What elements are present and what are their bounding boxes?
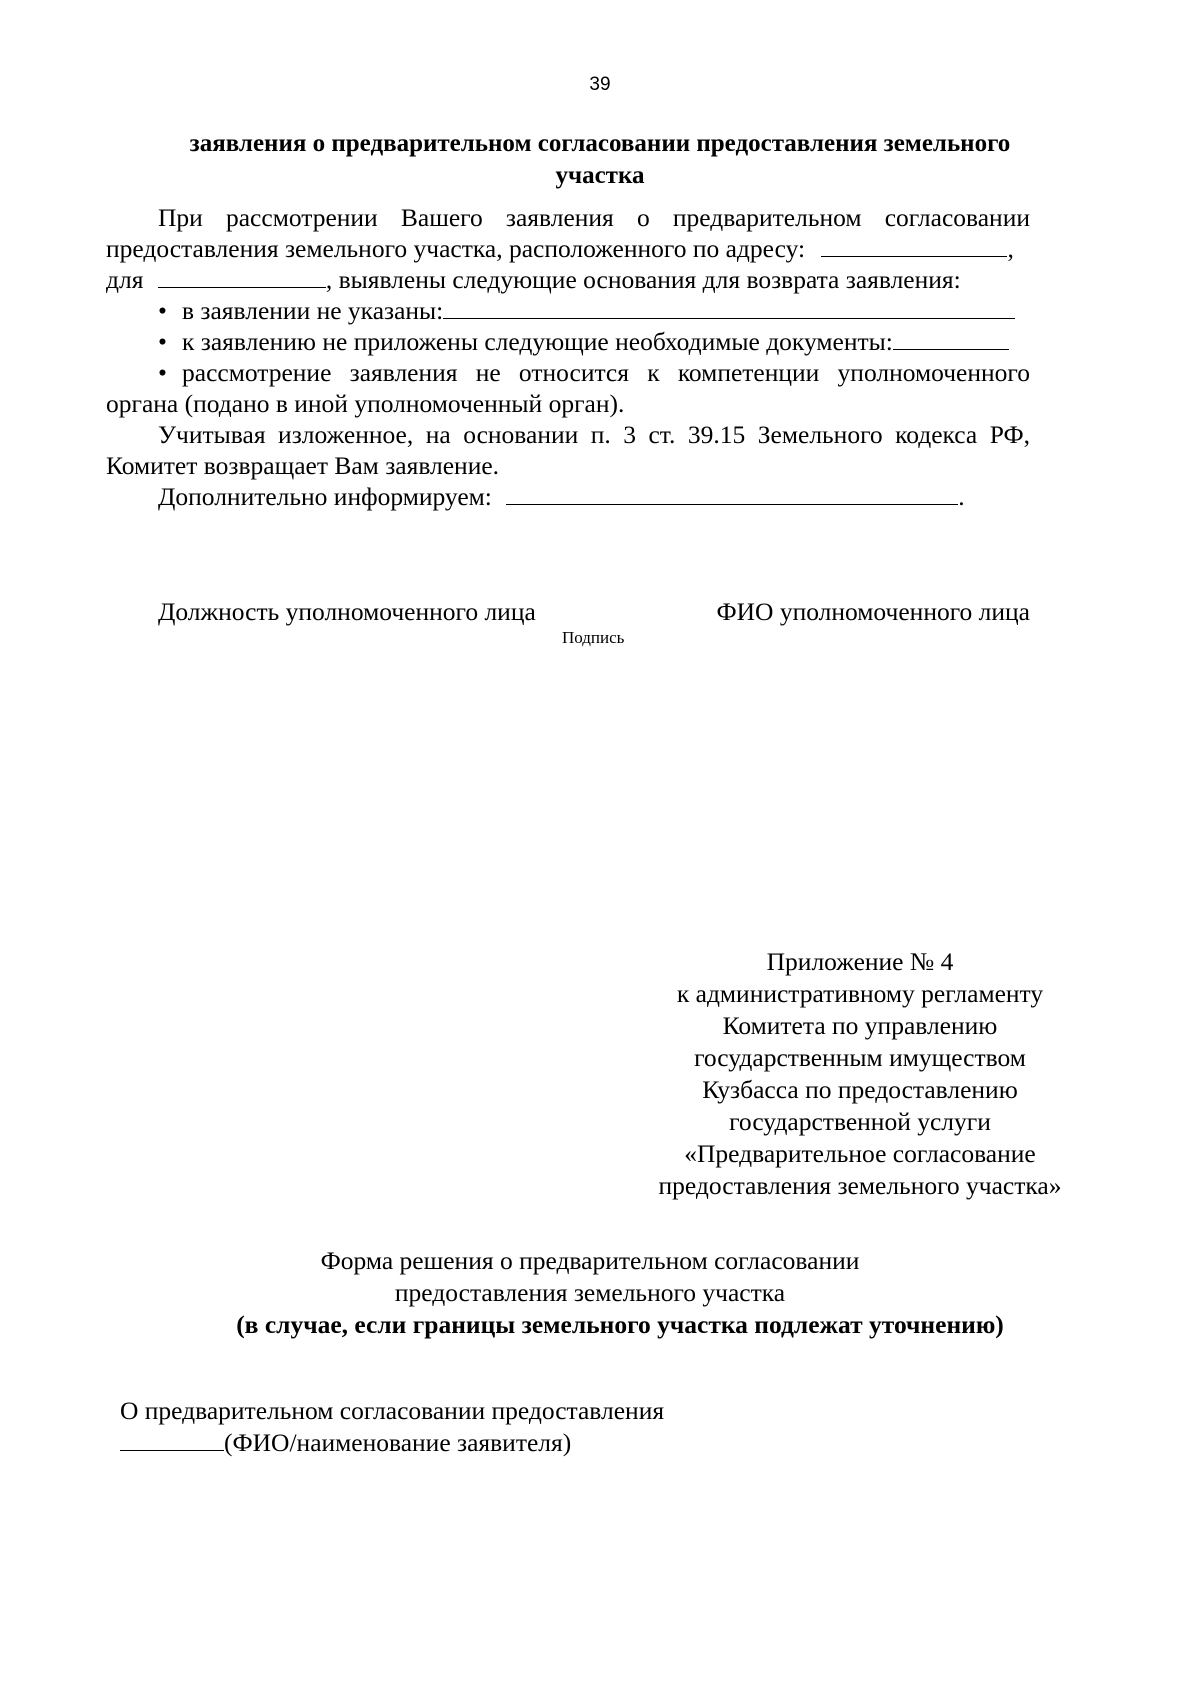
annex-line: государственной услуги xyxy=(729,1107,991,1136)
annex-line: предоставления земельного участка» xyxy=(658,1171,1062,1200)
bullet-item-2 xyxy=(158,326,1009,358)
address-comma: , xyxy=(1007,234,1014,263)
form-title-line-2: предоставления земельного участка xyxy=(394,1278,786,1307)
paragraph-1-line-3 xyxy=(106,264,961,296)
paragraph-2-line-2: Комитет возвращает Вам заявление. xyxy=(106,451,500,480)
purpose-text: , выявлены следующие основания для возврата заявления: xyxy=(325,265,961,294)
bullet-item-3-line-2: органа (подано в иной уполномоченный орган). xyxy=(106,389,625,418)
additional-info-blank-line xyxy=(506,482,958,505)
signature-position-label: Должность уполномоченного лица xyxy=(158,597,536,626)
bullet-marker: • xyxy=(158,296,167,325)
purpose-blank-line xyxy=(158,265,326,288)
page-number: 39 xyxy=(589,74,611,95)
signature-caption: Подпись xyxy=(562,628,625,647)
additional-info-label: Дополнительно информируем: xyxy=(158,482,492,511)
paragraph-3 xyxy=(158,481,965,513)
additional-info-period: . xyxy=(958,482,965,511)
section-title xyxy=(140,128,1060,192)
bullet-3-text: рассмотрение заявления не относится к компетенции уполномоченного xyxy=(182,358,1030,387)
address-blank-line xyxy=(821,234,1007,257)
section-title-line-1: заявления о предварительном согласовании предоставления земельного xyxy=(189,130,1011,157)
bullet-1-text: в заявлении не указаны: xyxy=(182,296,444,325)
paragraph-1-line-1: При рассмотрении Вашего заявления о предварительном согласовании xyxy=(158,203,1030,232)
applicant-caption: (ФИО/наименование заявителя) xyxy=(224,1428,572,1457)
purpose-label: для xyxy=(106,265,144,294)
bullet-item-1 xyxy=(158,295,1015,327)
paragraph-1-line-2 xyxy=(106,233,1014,265)
decision-line-2 xyxy=(120,1427,571,1459)
bullet-marker: • xyxy=(158,358,167,387)
section-title-line-2: участка xyxy=(555,162,645,189)
signature-name-label: ФИО уполномоченного лица xyxy=(716,597,1030,626)
annex-line: государственным имуществом xyxy=(694,1043,1026,1072)
annex-line: Кузбасса по предоставлению xyxy=(702,1075,1018,1104)
bullet-2-text: к заявлению не приложены следующие необходимые документы: xyxy=(182,327,893,356)
annex-line: Комитета по управлению xyxy=(722,1011,998,1040)
paragraph-2-line-1: Учитывая изложенное, на основании п. 3 ст. 39.15 Земельного кодекса РФ, xyxy=(158,420,1030,449)
form-title-line-3: (в случае, если границы земельного участка подлежат уточнению) xyxy=(236,1310,1004,1339)
applicant-blank-line xyxy=(120,1428,224,1451)
form-title-line-1: Форма решения о предварительном согласовании xyxy=(320,1246,860,1275)
annex-header xyxy=(620,946,1100,1202)
decision-line-1: О предварительном согласовании предоставления xyxy=(120,1396,665,1425)
annex-line: к административному регламенту xyxy=(676,979,1044,1008)
bullet-marker: • xyxy=(158,327,167,356)
form-title xyxy=(130,1245,1050,1341)
annex-line: «Предварительное согласование xyxy=(684,1139,1036,1168)
bullet-1-blank-line xyxy=(443,296,1015,319)
bullet-2-blank-line xyxy=(893,327,1009,350)
annex-line: Приложение № 4 xyxy=(766,947,954,976)
bullet-item-3-line-1 xyxy=(158,357,1030,389)
address-text: предоставления земельного участка, расположенного по адресу: xyxy=(106,234,806,263)
